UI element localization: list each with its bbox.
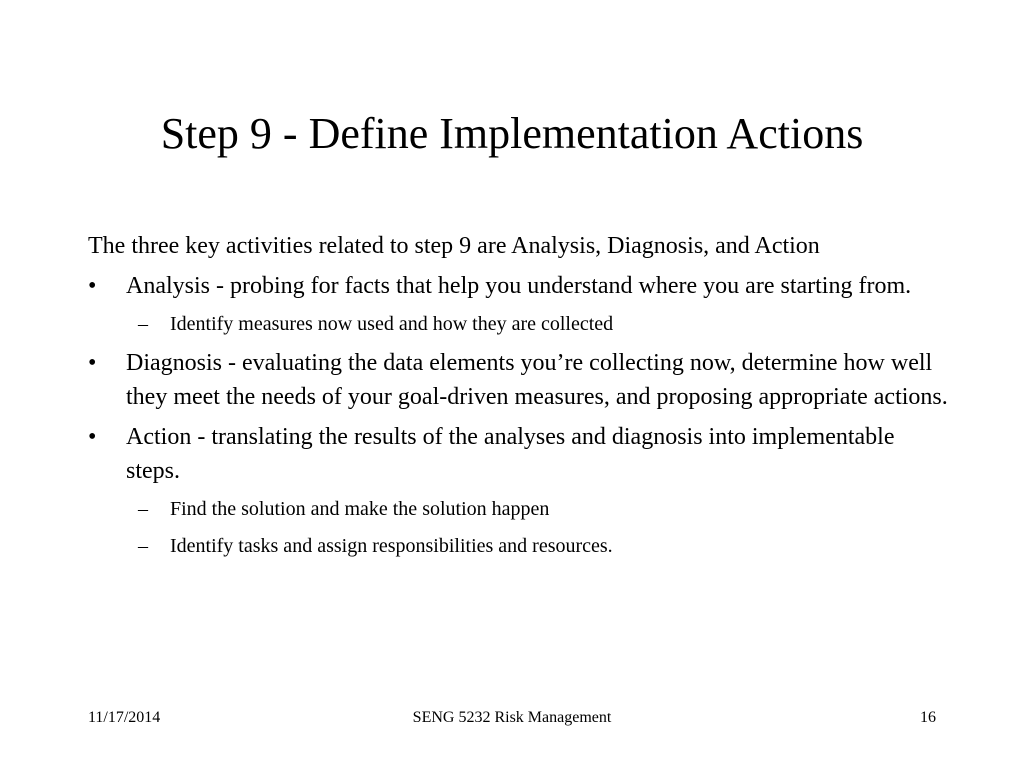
bullet-diagnosis: [88, 346, 948, 414]
sub-bullet-text: Identify tasks and assign responsibilities and resources.: [170, 535, 613, 557]
sub-bullet-identify-tasks: [88, 531, 948, 561]
bullet-marker: •: [88, 350, 97, 376]
bullet-marker: •: [88, 273, 97, 299]
footer-date: 11/17/2014: [88, 709, 161, 726]
bullet-text: Diagnosis - evaluating the data elements you’re collecting now, determine how well they meet the needs of your goal-driven measures, and proposing appropriate actions.: [126, 350, 948, 410]
bullet-text: Action - translating the results of the analyses and diagnosis into implementable steps.: [126, 424, 895, 484]
sub-bullet-text: Identify measures now used and how they are collected: [170, 313, 614, 335]
footer-course: SENG 5232 Risk Management: [412, 709, 612, 726]
sub-bullet-marker: –: [138, 498, 148, 520]
slide-body: [88, 229, 948, 568]
footer-page-number: 16: [920, 709, 936, 726]
sub-bullet-marker: –: [138, 313, 148, 335]
slide-title: Step 9 - Define Implementation Actions: [160, 109, 864, 158]
sub-bullet-find-solution: [88, 494, 948, 524]
sub-bullet-marker: –: [138, 535, 148, 557]
sub-bullet-identify-measures: [88, 309, 948, 339]
sub-bullet-text: Find the solution and make the solution happen: [170, 498, 550, 520]
bullet-action: [88, 420, 948, 488]
bullet-text: Analysis - probing for facts that help you understand where you are starting from.: [126, 273, 912, 299]
bullet-marker: •: [88, 424, 97, 450]
bullet-analysis: [88, 269, 948, 303]
intro-paragraph: The three key activities related to step 9 are Analysis, Diagnosis, and Action: [88, 233, 820, 259]
